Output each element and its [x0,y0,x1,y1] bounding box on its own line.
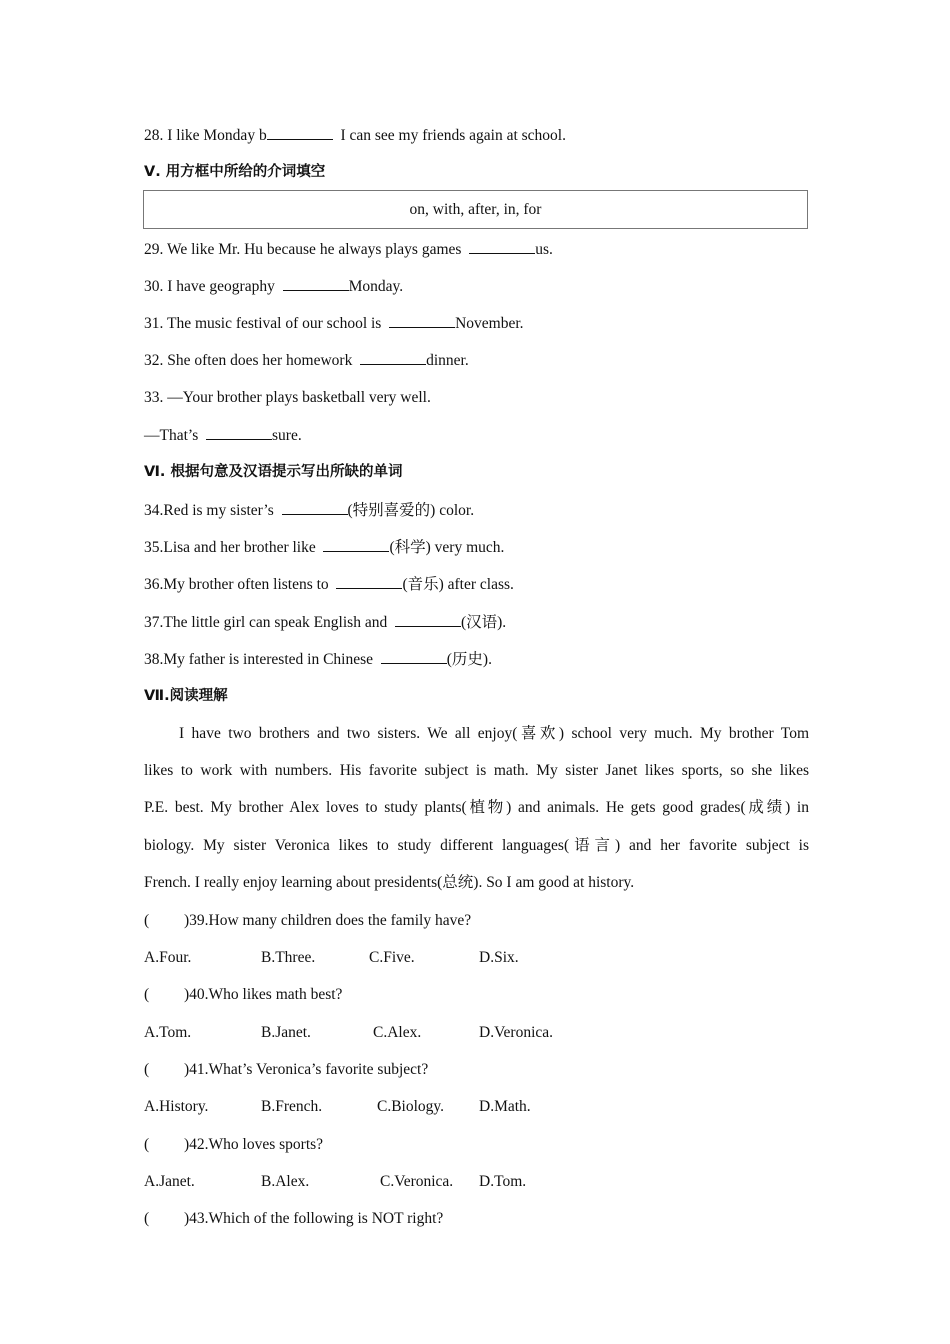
q31-text-before: 31. The music festival of our school is [144,315,390,332]
answer-blank[interactable] [323,537,389,552]
q35-text-before: 35.Lisa and her brother like [144,539,324,556]
passage-line-1 [144,724,809,744]
paren-close: ) [184,1061,190,1078]
word-box: on, with, after, in, for [143,190,808,229]
answer-paren[interactable]: ( [144,1061,150,1078]
answer-blank[interactable] [336,574,402,589]
question-35 [144,537,504,558]
question-28 [144,125,566,146]
question-42 [144,1135,323,1155]
question-37 [144,612,506,633]
answer-paren[interactable]: ( [144,1136,150,1153]
section-vii-title: Ⅶ.阅读理解 [144,688,228,704]
paren-close: ) [184,912,190,929]
q28-text-before: 28. I like Monday b [144,127,267,144]
q33-text-before: —That’s [144,427,206,444]
option-b[interactable]: B.Three. [261,949,316,966]
question-34 [144,500,474,521]
question-31 [144,313,524,334]
option-d[interactable]: D.Veronica. [479,1024,554,1041]
answer-blank[interactable] [469,239,535,254]
answer-paren[interactable]: ( [144,912,150,929]
passage-line-5: French. I really enjoy learning about presidents(总统). So I am good at history. [144,874,635,891]
option-c[interactable]: C.Veronica. [380,1173,454,1190]
q30-text-before: 30. I have geography [144,278,283,295]
paren-close: ) [184,1136,190,1153]
q36-text-after: (音乐) after class. [402,576,514,593]
question-text: 41.What’s Veronica’s favorite subject? [189,1061,429,1078]
question-30 [144,276,403,297]
q30-text-after: Monday. [348,278,404,295]
option-a[interactable]: A.Four. [144,949,192,966]
option-a[interactable]: A.Tom. [144,1024,192,1041]
q37-text-before: 37.The little girl can speak English and [144,614,395,631]
question-41 [144,1060,428,1080]
option-a[interactable]: A.Janet. [144,1173,195,1190]
option-a[interactable]: A.History. [144,1098,209,1115]
question-text: 39.How many children does the family have? [189,912,472,929]
answer-blank[interactable] [395,612,461,627]
question-29 [144,239,553,260]
q31-text-after: November. [455,315,524,332]
q32-text-before: 32. She often does her homework [144,352,361,369]
question-33-line2 [144,425,302,446]
option-d[interactable]: D.Tom. [479,1173,527,1190]
paren-close: ) [184,986,190,1003]
option-b[interactable]: B.Alex. [261,1173,310,1190]
q29-text-before: 29. We like Mr. Hu because he always plays games [144,241,470,258]
answer-paren[interactable]: ( [144,986,150,1003]
question-38 [144,649,492,670]
question-39 [144,911,471,931]
q38-text-before: 38.My father is interested in Chinese [144,651,381,668]
q33-text-after: sure. [272,427,302,444]
option-c[interactable]: C.Alex. [373,1024,422,1041]
q28-text-after: I can see my friends again at school. [332,127,566,144]
q34-text-after: (特别喜爱的) color. [347,502,475,519]
paren-close: ) [184,1210,190,1227]
q29-text-after: us. [535,241,553,258]
question-40 [144,985,342,1005]
option-c[interactable]: C.Biology. [377,1098,445,1115]
answer-paren[interactable]: ( [144,1210,150,1227]
answer-blank[interactable] [360,350,426,365]
answer-blank[interactable] [282,500,348,515]
answer-blank[interactable] [389,313,455,328]
question-36 [144,574,514,595]
section-vi-title: Ⅵ. 根据句意及汉语提示写出所缺的单词 [144,464,403,480]
question-text: 42.Who loves sports? [189,1136,324,1153]
passage-text: I have two brothers and two sisters. We all enjoy(喜欢) school very much. My brother Tom [179,725,809,742]
q32-text-after: dinner. [426,352,469,369]
option-d[interactable]: D.Six. [479,949,519,966]
section-v-title: Ⅴ. 用方框中所给的介词填空 [144,164,326,180]
q34-text-before: 34.Red is my sister’s [144,502,282,519]
option-b[interactable]: B.French. [261,1098,323,1115]
passage-line-2: likes to work with numbers. His favorite subject is math. My sister Janet likes sports, so she likes [144,762,809,779]
option-c[interactable]: C.Five. [369,949,415,966]
q37-text-after: (汉语). [460,614,507,631]
question-text: 40.Who likes math best? [189,986,343,1003]
q36-text-before: 36.My brother often listens to [144,576,337,593]
passage-line-3: P.E. best. My brother Alex loves to study plants(植物) and animals. He gets good grades(成绩) in [144,799,809,816]
option-d[interactable]: D.Math. [479,1098,531,1115]
question-33-line1: 33. —Your brother plays basketball very well. [144,389,431,406]
answer-blank[interactable] [381,649,447,664]
option-b[interactable]: B.Janet. [261,1024,311,1041]
answer-blank[interactable] [283,276,349,291]
answer-blank[interactable] [267,125,333,140]
passage-line-4: biology. My sister Veronica likes to study different languages(语言) and her favorite subject is [144,837,809,854]
question-32 [144,350,469,371]
q38-text-after: (历史). [446,651,492,668]
answer-blank[interactable] [206,425,272,440]
question-text: 43.Which of the following is NOT right? [189,1210,444,1227]
q35-text-after: (科学) very much. [389,539,505,556]
question-43 [144,1209,443,1229]
